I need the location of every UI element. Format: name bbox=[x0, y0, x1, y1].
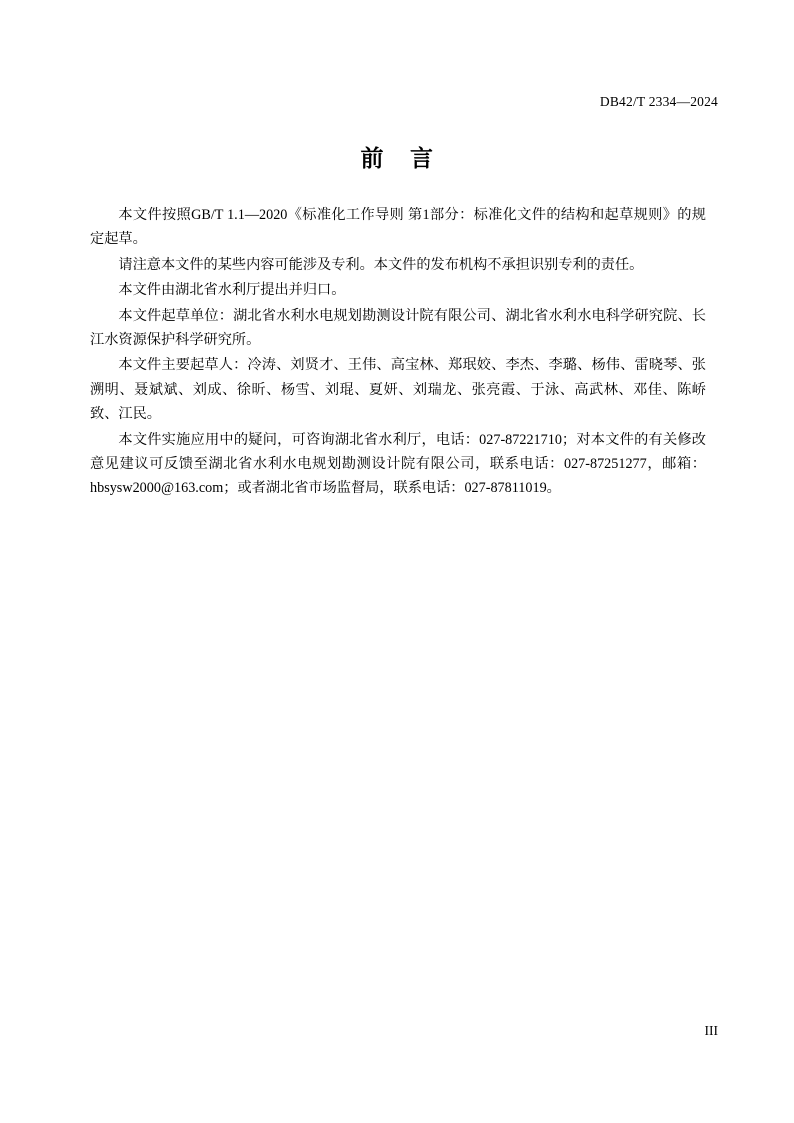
foreword-paragraph: 本文件按照GB/T 1.1—2020《标准化工作导则 第1部分：标准化文件的结构和起草规则》的规定起草。 bbox=[90, 207, 706, 248]
foreword-paragraph: 本文件起草单位：湖北省水利水电规划勘测设计院有限公司、湖北省水利水电科学研究院、长江水资源保护科学研究所。 bbox=[90, 307, 706, 349]
page-title bbox=[0, 140, 794, 173]
page-number: III bbox=[704, 1023, 718, 1038]
foreword-paragraph: 请注意本文件的某些内容可能涉及专利。本文件的发布机构不承担识别专利的责任。 bbox=[118, 256, 644, 273]
title-char-2: 言 bbox=[410, 146, 434, 171]
title-char-1: 前 bbox=[360, 146, 384, 171]
foreword-paragraph: 本文件主要起草人：冷涛、刘贤才、王伟、高宝林、郑珉姣、李杰、李璐、杨伟、雷晓琴、张溯明、聂斌斌、刘成、徐昕、杨雪、刘琨、夏妍、刘瑞龙、张亮霞、于泳、高武林、邓佳、陈峤致、江民。 bbox=[90, 357, 706, 423]
foreword-body bbox=[90, 203, 706, 502]
foreword-paragraph: 本文件实施应用中的疑问，可咨询湖北省水利厅，电话：027-87221710；对本文件的有关修改意见建议可反馈至湖北省水利水电规划勘测设计院有限公司，联系电话：027-87251277，邮箱：hbsysw2000@163.com；或者湖北省市场监督局，联系电话：027-87811019。 bbox=[90, 431, 706, 497]
foreword-paragraph: 本文件由湖北省水利厅提出并归口。 bbox=[118, 282, 346, 299]
standard-code-header: DB42/T 2334—2024 bbox=[599, 94, 718, 109]
